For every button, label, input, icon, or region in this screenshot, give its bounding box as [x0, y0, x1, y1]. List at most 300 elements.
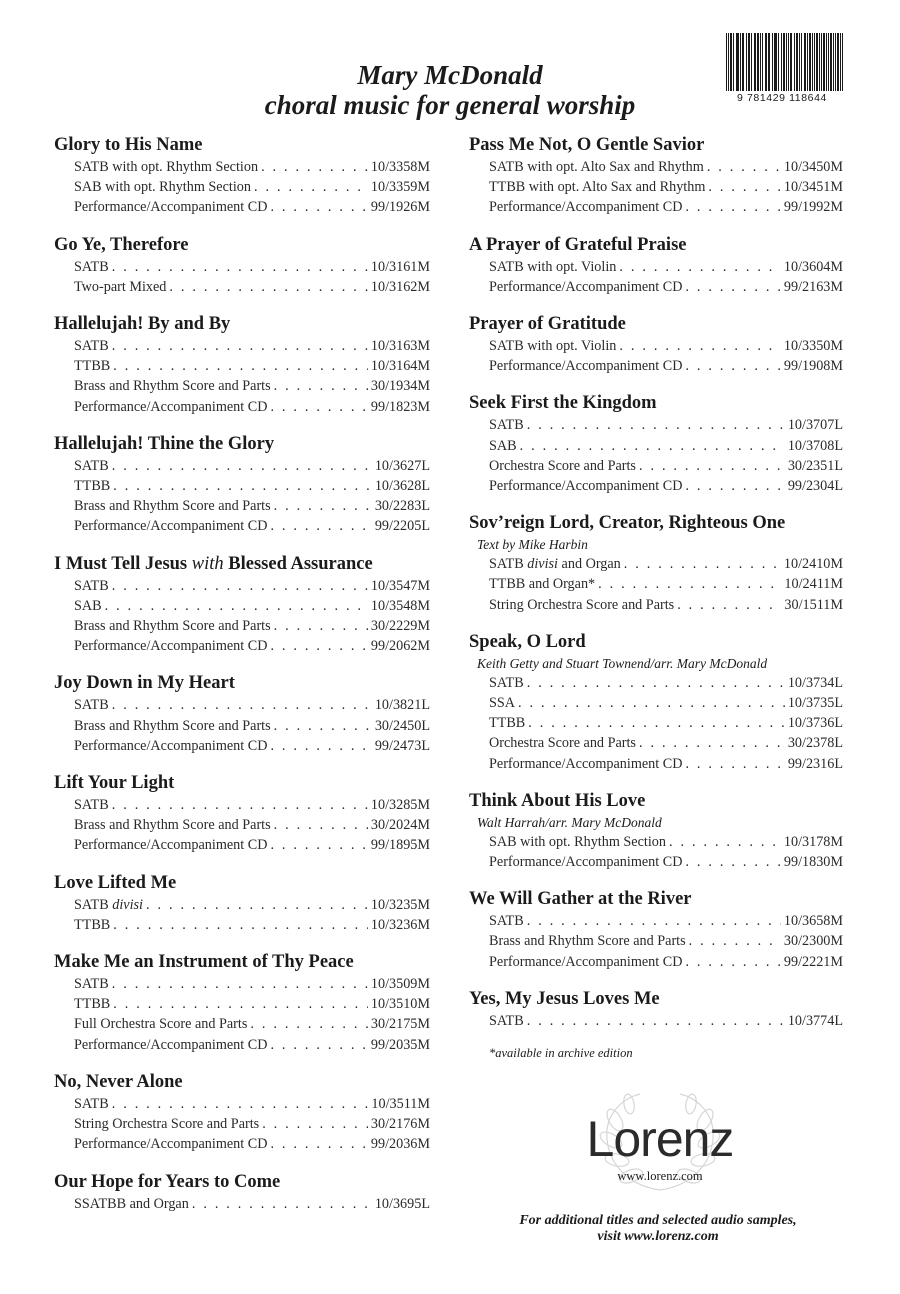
barcode-bar	[828, 33, 829, 91]
edition-name: Orchestra Score and Parts	[489, 735, 636, 752]
barcode-bar	[760, 33, 761, 91]
credit-line: Text by Mike Harbin	[477, 537, 588, 553]
catalog-number: 99/1895M	[370, 837, 430, 854]
edition-name: TTBB	[74, 358, 111, 375]
title-section	[469, 631, 843, 774]
barcode-bar	[816, 33, 817, 91]
edition-name: Performance/Accompaniment CD	[489, 854, 683, 871]
dot-leader	[113, 915, 368, 935]
catalog-number: 10/3658M	[783, 913, 843, 930]
title-section	[54, 872, 430, 935]
section-title: Prayer of Gratitude	[469, 314, 626, 335]
edition-name: Performance/Accompaniment CD	[489, 755, 683, 772]
dot-leader	[685, 754, 784, 774]
edition-row	[54, 376, 430, 396]
catalog-number: 10/2410M	[783, 556, 843, 573]
edition-row	[54, 1094, 430, 1114]
edition-name: SATB	[489, 417, 524, 434]
edition-name: SAB	[74, 597, 102, 614]
edition-row	[54, 456, 430, 476]
barcode-bar	[788, 33, 789, 91]
edition-row	[54, 257, 430, 277]
barcode-bar	[824, 33, 825, 91]
barcode-bar	[794, 33, 795, 91]
edition-name: SATB	[74, 697, 109, 714]
title-section	[469, 313, 843, 376]
barcode-bar	[774, 33, 775, 91]
edition-row	[54, 695, 430, 715]
dot-leader	[146, 895, 368, 915]
edition-row	[469, 673, 843, 693]
catalog-number: 99/1830M	[783, 854, 843, 871]
title-section	[54, 134, 430, 218]
edition-row	[469, 733, 843, 753]
edition-name: String Orchestra Score and Parts	[74, 1116, 260, 1133]
catalog-number: 99/1992M	[783, 199, 843, 216]
barcode-bar	[758, 33, 759, 91]
section-title: Yes, My Jesus Loves Me	[469, 988, 660, 1009]
dot-leader	[274, 716, 372, 736]
section-title: Hallelujah! By and By	[54, 314, 231, 335]
section-title: Love Lifted Me	[54, 872, 177, 893]
catalog-number: 10/3511M	[371, 1095, 430, 1112]
section-title: Speak, O Lord	[469, 631, 586, 652]
section-title: Seek First the Kingdom	[469, 393, 657, 414]
edition-row	[469, 754, 843, 774]
section-title: Pass Me Not, O Gentle Savior	[469, 135, 705, 155]
footer-line-2[interactable]: visit www.lorenz.com	[597, 1229, 719, 1244]
edition-part-italic: divisi	[527, 556, 558, 573]
dot-leader	[527, 673, 785, 693]
barcode-bar	[819, 33, 820, 91]
catalog-number: 99/2316L	[787, 755, 843, 772]
catalog-number: 99/2036M	[370, 1136, 430, 1153]
barcode-bar	[781, 33, 782, 91]
barcode-bar	[809, 33, 810, 91]
catalog-number: 10/3451M	[783, 179, 843, 196]
edition-name: Performance/Accompaniment CD	[74, 837, 268, 854]
edition-row	[54, 516, 430, 536]
title-section	[469, 790, 843, 872]
dot-leader	[270, 516, 371, 536]
barcode-bar	[768, 33, 769, 91]
edition-row	[54, 1134, 430, 1154]
edition-row	[54, 716, 430, 736]
edition-name: String Orchestra Score and Parts	[489, 596, 675, 613]
left-column	[54, 134, 430, 1230]
edition-name: SATB with opt. Rhythm Section	[74, 159, 259, 175]
barcode-bar	[783, 33, 784, 91]
edition-name	[74, 895, 143, 915]
edition-name: TTBB	[74, 916, 111, 933]
edition-name: SSA	[489, 695, 516, 712]
catalog-number: 10/3509M	[370, 976, 430, 993]
barcode-bar	[807, 33, 808, 91]
section-title: Sov’reign Lord, Creator, Righteous One	[469, 513, 786, 534]
edition-name: SATB	[74, 457, 109, 474]
edition-name: Performance/Accompaniment CD	[74, 398, 268, 415]
barcode-bar	[755, 33, 756, 91]
edition-name: Brass and Rhythm Score and Parts	[489, 933, 686, 950]
catalog-number: 10/3821L	[374, 697, 430, 714]
edition-row	[54, 1014, 430, 1034]
edition-part: SATB	[74, 896, 113, 913]
barcode-bar	[835, 33, 836, 91]
edition-name: Full Orchestra Score and Parts	[74, 1016, 248, 1033]
edition-name: Performance/Accompaniment CD	[74, 1036, 268, 1053]
dot-leader	[708, 177, 781, 197]
edition-row	[54, 356, 430, 376]
title-section	[54, 672, 430, 756]
dot-leader	[685, 197, 780, 217]
edition-row	[54, 815, 430, 835]
dot-leader	[112, 795, 368, 815]
barcode-bar	[833, 33, 834, 91]
edition-name: Performance/Accompaniment CD	[74, 737, 268, 754]
dot-leader	[689, 931, 781, 951]
dot-leader	[685, 277, 780, 297]
barcode-bar	[791, 33, 792, 91]
title-part-italic: with	[191, 553, 224, 574]
edition-row	[54, 636, 430, 656]
edition-name: Brass and Rhythm Score and Parts	[74, 817, 271, 834]
barcode-bar	[754, 33, 755, 91]
edition-row	[54, 576, 430, 596]
catalog-number: 99/2062M	[370, 638, 430, 655]
edition-name: Performance/Accompaniment CD	[74, 1136, 268, 1153]
title-section	[54, 772, 430, 856]
dot-leader	[261, 157, 368, 177]
catalog-number: 10/3161M	[370, 258, 430, 275]
catalog-number: 30/2229M	[370, 618, 430, 635]
edition-name: SATB	[74, 577, 109, 594]
catalog-number: 10/3734L	[787, 674, 843, 691]
edition-row	[54, 496, 430, 516]
barcode-bar	[772, 33, 773, 91]
section-title: Hallelujah! Thine the Glory	[54, 433, 275, 454]
barcode-bar	[797, 33, 798, 91]
barcode-bar	[812, 33, 813, 91]
barcode-bar	[804, 33, 805, 91]
title-section	[469, 392, 843, 496]
edition-row	[54, 974, 430, 994]
dot-leader	[274, 616, 368, 636]
header-subtitle: choral music for general worship	[264, 90, 636, 120]
title-section	[54, 313, 430, 417]
barcode-bar	[842, 33, 843, 91]
dot-leader	[112, 1094, 369, 1114]
dot-leader	[685, 356, 780, 376]
title-section	[54, 1171, 430, 1214]
catalog-number: 10/3359M	[370, 179, 430, 196]
catalog-number: 30/2176M	[370, 1116, 430, 1133]
section-title: Go Ye, Therefore	[54, 234, 189, 255]
edition-row	[54, 476, 430, 496]
dot-leader	[113, 994, 368, 1014]
barcode-bar	[765, 33, 766, 91]
edition-name: TTBB with opt. Alto Sax and Rhythm	[489, 179, 706, 196]
edition-row	[469, 693, 843, 713]
title-section	[54, 951, 430, 1055]
barcode-bar	[775, 33, 776, 91]
barcode-bar	[796, 33, 797, 91]
dot-leader	[274, 376, 368, 396]
edition-name: Performance/Accompaniment CD	[489, 199, 683, 216]
dot-leader	[527, 1011, 785, 1031]
edition-row	[469, 911, 843, 931]
edition-name: SATB with opt. Alto Sax and Rhythm	[489, 159, 704, 175]
edition-name: SAB	[489, 437, 517, 454]
catalog-number: 10/3358M	[370, 159, 430, 175]
barcode-bar	[776, 33, 777, 91]
catalog-number: 99/1908M	[783, 358, 843, 375]
edition-name: Performance/Accompaniment CD	[489, 358, 683, 375]
barcode-bar	[821, 33, 822, 91]
section-title: A Prayer of Grateful Praise	[469, 234, 687, 255]
dot-leader	[685, 476, 784, 496]
catalog-number: 99/2221M	[783, 953, 843, 970]
dot-leader	[105, 596, 368, 616]
catalog-number: 10/3735L	[787, 695, 843, 712]
dot-leader	[685, 952, 780, 972]
edition-name: SATB	[489, 1012, 524, 1029]
edition-row	[469, 356, 843, 376]
dot-leader	[518, 693, 785, 713]
edition-row	[469, 832, 843, 852]
catalog-number: 30/2300M	[783, 933, 843, 950]
catalog-number: 10/3774L	[787, 1012, 843, 1029]
edition-row	[469, 574, 843, 594]
section-title: No, Never Alone	[54, 1071, 183, 1092]
barcode-bar	[817, 33, 818, 91]
edition-part-italic: divisi	[112, 896, 143, 913]
edition-name: SATB with opt. Violin	[489, 338, 617, 355]
title-section	[54, 234, 430, 297]
catalog-number: 10/3163M	[370, 338, 430, 355]
edition-row	[469, 197, 843, 217]
catalog-number: 30/2024M	[370, 817, 430, 834]
dot-leader	[112, 456, 372, 476]
dot-leader	[677, 595, 781, 615]
dot-leader	[112, 257, 368, 277]
edition-row	[469, 456, 843, 476]
title-section	[54, 1071, 430, 1155]
catalog-number: 30/2283L	[374, 498, 430, 515]
barcode-bar	[757, 33, 758, 91]
section-title: Make Me an Instrument of Thy Peace	[54, 952, 354, 973]
dot-leader	[624, 554, 781, 574]
dot-leader	[598, 574, 781, 594]
edition-name: SATB	[74, 258, 109, 275]
edition-name: SAB with opt. Rhythm Section	[489, 833, 666, 850]
catalog-number: 10/3707L	[787, 417, 843, 434]
dot-leader	[520, 436, 785, 456]
catalog-number: 10/3736L	[787, 715, 843, 732]
edition-name: SATB	[489, 674, 524, 691]
edition-name: Performance/Accompaniment CD	[74, 199, 268, 216]
catalog-number: 10/3285M	[370, 797, 430, 814]
edition-name: Performance/Accompaniment CD	[489, 478, 683, 495]
credit-line: Keith Getty and Stuart Townend/arr. Mary McDonald	[477, 655, 768, 671]
barcode-bar	[784, 33, 785, 91]
barcode-bar	[826, 33, 827, 91]
edition-row	[54, 157, 430, 177]
barcode-bar	[810, 33, 811, 91]
catalog-number: 30/1511M	[784, 596, 843, 613]
dot-leader	[113, 476, 372, 496]
barcode-bar	[786, 33, 787, 91]
dot-leader	[619, 336, 780, 356]
title-section	[469, 234, 843, 297]
catalog-number: 10/3548M	[370, 597, 430, 614]
dot-leader	[270, 397, 367, 417]
edition-name: SATB	[74, 797, 109, 814]
barcode-bar	[769, 33, 770, 91]
edition-row	[469, 554, 843, 574]
credit-line: Walt Harrah/arr. Mary McDonald	[477, 814, 662, 830]
section-title: Joy Down in My Heart	[54, 673, 235, 694]
section-title	[54, 553, 430, 575]
dot-leader	[270, 736, 371, 756]
edition-name: Performance/Accompaniment CD	[74, 518, 268, 535]
section-title: Think About His Love	[469, 790, 646, 811]
edition-name: TTBB	[74, 996, 111, 1013]
edition-row	[469, 713, 843, 733]
dot-leader	[270, 636, 367, 656]
catalog-number: 10/3547M	[370, 577, 430, 594]
dot-leader	[639, 733, 785, 753]
catalog-number: 10/3450M	[783, 159, 843, 175]
edition-row	[54, 1114, 430, 1134]
barcode-bar	[778, 33, 779, 91]
catalog-number: 10/3178M	[783, 833, 843, 850]
edition-row	[469, 277, 843, 297]
catalog-number: 30/2378L	[787, 735, 843, 752]
dot-leader	[250, 1014, 368, 1034]
edition-row	[54, 197, 430, 217]
page-header	[150, 60, 750, 120]
dot-leader	[639, 456, 785, 476]
edition-row	[469, 476, 843, 496]
edition-part: SATB	[489, 556, 528, 573]
edition-row	[469, 852, 843, 872]
dot-leader	[112, 336, 368, 356]
logo-url[interactable]: www.lorenz.com	[617, 1169, 703, 1183]
catalog-number: 10/3628L	[374, 478, 430, 495]
catalog-number: 10/3162M	[370, 278, 430, 295]
title-section	[469, 512, 843, 615]
edition-row	[54, 736, 430, 756]
edition-row	[54, 795, 430, 815]
section-title: Our Hope for Years to Come	[54, 1171, 281, 1192]
edition-name: Brass and Rhythm Score and Parts	[74, 618, 271, 635]
catalog-number: 10/3350M	[783, 338, 843, 355]
edition-name: Performance/Accompaniment CD	[489, 278, 683, 295]
dot-leader	[274, 496, 372, 516]
catalog-number: 99/2473L	[374, 737, 430, 754]
edition-name: SATB	[74, 976, 109, 993]
dot-leader	[112, 576, 368, 596]
catalog-number: 10/3236M	[370, 916, 430, 933]
dot-leader	[254, 177, 368, 197]
edition-name: Brass and Rhythm Score and Parts	[74, 498, 271, 515]
title-section	[54, 433, 430, 537]
barcode-bar	[799, 33, 800, 91]
title-section	[469, 134, 843, 218]
edition-name: SATB	[489, 913, 524, 930]
dot-leader	[192, 1194, 372, 1214]
edition-row	[54, 336, 430, 356]
edition-row	[54, 397, 430, 417]
edition-name: Performance/Accompaniment CD	[489, 953, 683, 970]
catalog-number: 10/3604M	[783, 258, 843, 275]
dot-leader	[270, 835, 367, 855]
barcode-bar	[823, 33, 824, 91]
dot-leader	[685, 852, 780, 872]
catalog-number: 10/3164M	[370, 358, 430, 375]
edition-row	[54, 835, 430, 855]
edition-row	[54, 994, 430, 1014]
edition-row	[469, 157, 843, 177]
edition-name: Brass and Rhythm Score and Parts	[74, 378, 271, 395]
edition-row	[54, 895, 430, 915]
catalog-number: 10/3235M	[370, 896, 430, 913]
barcode-bar	[766, 33, 767, 91]
lorenz-logo	[545, 1090, 775, 1200]
edition-row	[54, 177, 430, 197]
barcode-bar	[805, 33, 806, 91]
edition-row	[54, 596, 430, 616]
catalog-number: 99/2163M	[783, 278, 843, 295]
barcode-bar	[830, 33, 831, 91]
edition-row	[469, 257, 843, 277]
edition-row	[469, 177, 843, 197]
edition-name: Orchestra Score and Parts	[489, 457, 636, 474]
dot-leader	[527, 415, 785, 435]
catalog-number: 10/2411M	[784, 576, 843, 593]
edition-row	[54, 1035, 430, 1055]
barcode-bar	[838, 33, 839, 91]
dot-leader	[270, 197, 367, 217]
edition-name: TTBB	[74, 478, 111, 495]
dot-leader	[528, 713, 785, 733]
edition-name: Brass and Rhythm Score and Parts	[74, 717, 271, 734]
dot-leader	[270, 1134, 367, 1154]
edition-row	[469, 952, 843, 972]
barcode-bar	[751, 33, 752, 91]
dot-leader	[169, 277, 367, 297]
catalog-number: 99/1823M	[370, 398, 430, 415]
barcode-bar	[790, 33, 791, 91]
archive-note: *available in archive edition	[489, 1046, 633, 1060]
dot-leader	[669, 832, 781, 852]
header-composer: Mary McDonald	[357, 60, 543, 90]
barcode-number: 9 781429 118644	[737, 92, 827, 104]
title-section	[469, 888, 843, 972]
catalog-number: 30/2450L	[374, 717, 430, 734]
dot-leader	[112, 974, 368, 994]
edition-row	[54, 915, 430, 935]
catalog-number: 10/3627L	[374, 457, 430, 474]
edition-name: TTBB and Organ*	[489, 576, 596, 593]
catalog-number: 10/3695L	[374, 1195, 430, 1212]
section-title: We Will Gather at the River	[469, 889, 692, 910]
dot-leader	[527, 911, 781, 931]
edition-row	[469, 336, 843, 356]
barcode-bar	[831, 33, 832, 91]
footer-text	[470, 1213, 846, 1245]
dot-leader	[270, 1035, 367, 1055]
